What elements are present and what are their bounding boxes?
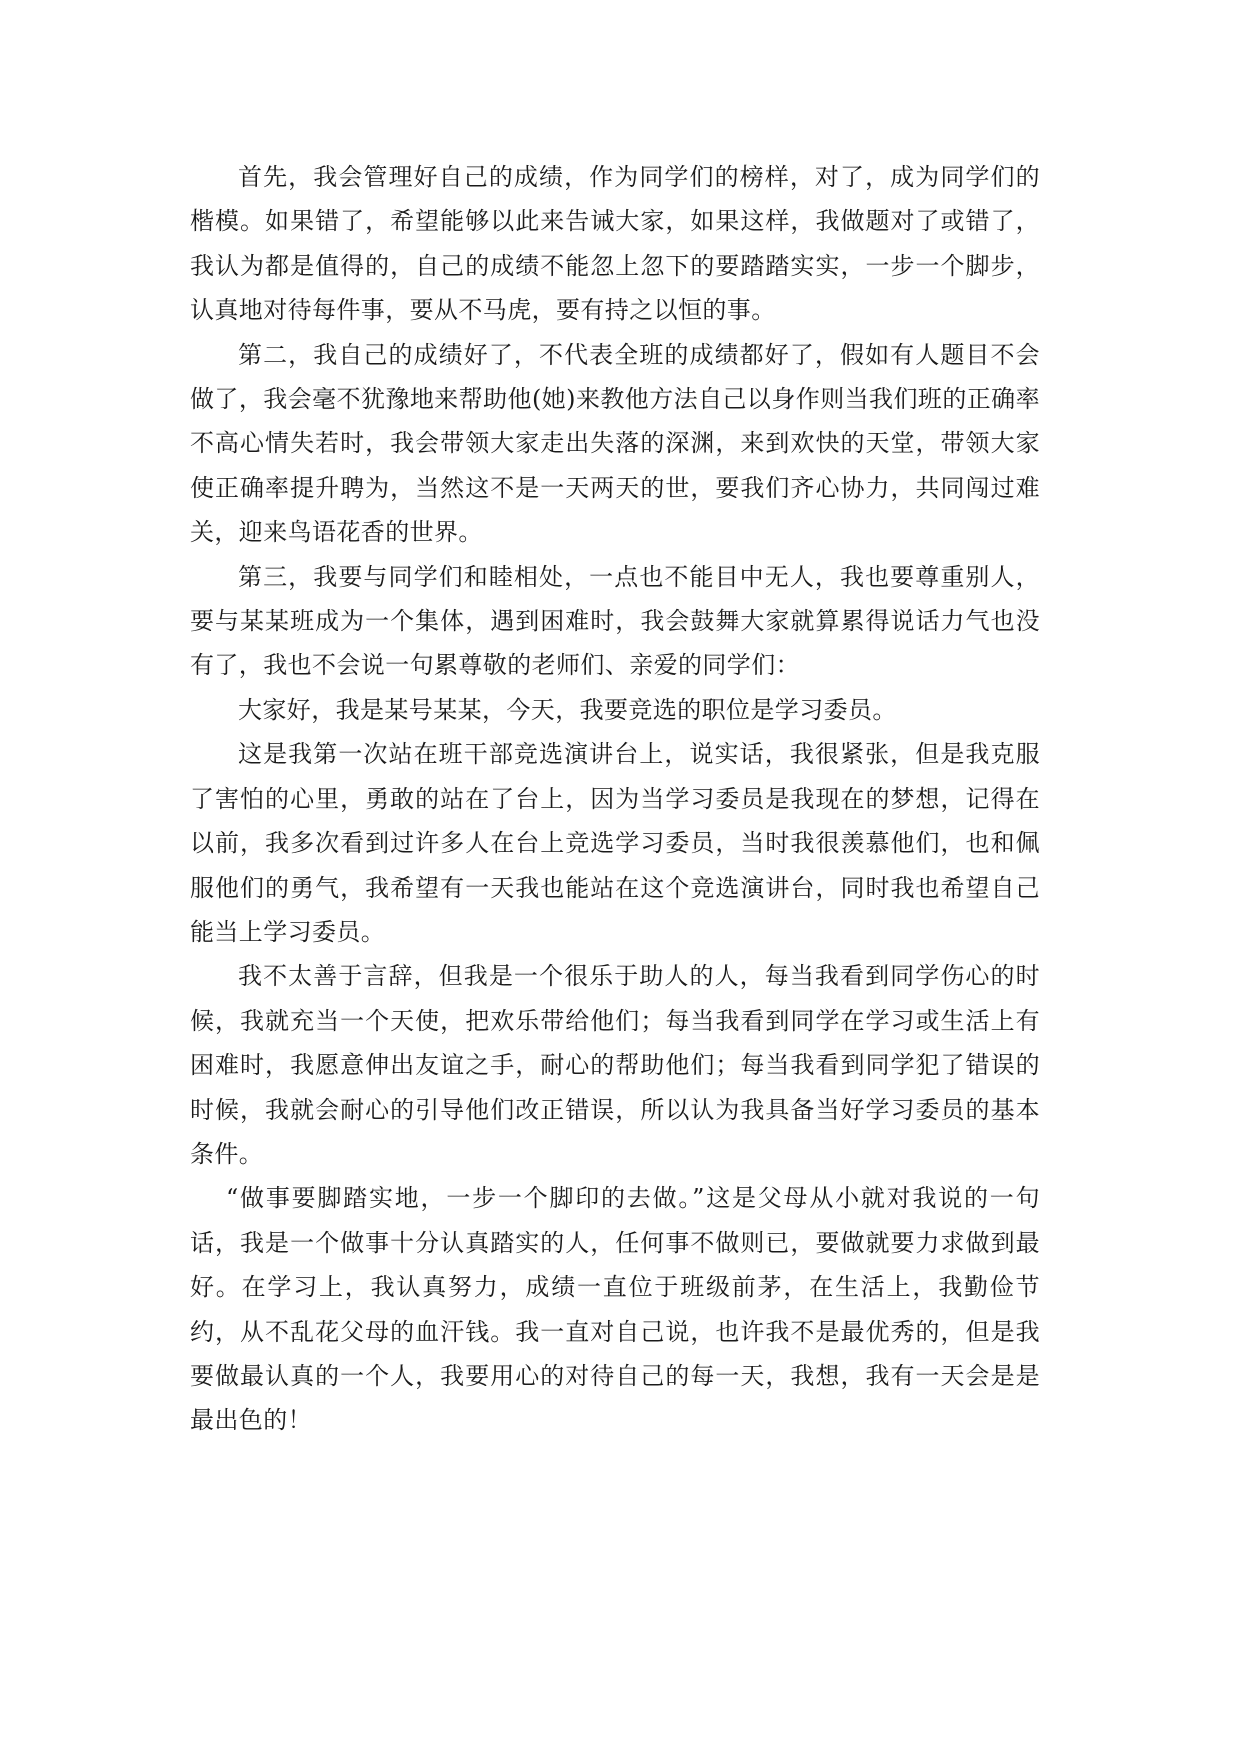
paragraph-5: 这是我第一次站在班干部竞选演讲台上，说实话，我很紧张，但是我克服了害怕的心里，勇敢的站在了台上，因为当学习委员是我现在的梦想，记得在以前，我多次看到过许多人在台上竞选学习委员，当时我很羡慕他们，也和佩服他们的勇气，我希望有一天我也能站在这个竞选演讲台，同时我也希望自己能当上学习委员。 <box>190 740 1040 946</box>
paragraph-1: 首先，我会管理好自己的成绩，作为同学们的榜样，对了，成为同学们的楷模。如果错了，希望能够以此来告诫大家，如果这样，我做题对了或错了，我认为都是值得的，自己的成绩不能忽上忽下的要踏踏实实，一步一个脚步，认真地对待每件事，要从不马虎，要有持之以恒的事。 <box>190 163 1040 325</box>
paragraph-3: 第三，我要与同学们和睦相处，一点也不能目中无人，我也要尊重别人，要与某某班成为一个集体，遇到困难时，我会鼓舞大家就算累得说话力气也没有了，我也不会说一句累尊敬的老师们、亲爱的同学们： <box>190 562 1040 680</box>
paragraph-6: 我不太善于言辞，但我是一个很乐于助人的人，每当我看到同学伤心的时候，我就充当一个天使，把欢乐带给他们；每当我看到同学在学习或生活上有困难时，我愿意伸出友谊之手，耐心的帮助他们；每当我看到同学犯了错误的时候，我就会耐心的引导他们改正错误，所以认为我具备当好学习委员的基本条件。 <box>190 962 1040 1168</box>
paragraph-4: 大家好，我是某号某某，今天，我要竞选的职位是学习委员。 <box>238 695 897 724</box>
paragraph-2: 第二，我自己的成绩好了，不代表全班的成绩都好了，假如有人题目不会做了，我会毫不犹豫地来帮助他(她)来教他方法自己以身作则当我们班的正确率不高心情失若时，我会带领大家走出失落的深渊，来到欢快的天堂，带领大家使正确率提升聘为，当然这不是一天两天的世，要我们齐心协力，共同闯过难关，迎来鸟语花香的世界。 <box>190 340 1040 547</box>
document-body <box>190 155 1040 1443</box>
paragraph-7: “做事要脚踏实地，一步一个脚印的去做。”这是父母从小就对我说的一句话，我是一个做事十分认真踏实的人，任何事不做则已，要做就要力求做到最好。在学习上，我认真努力，成绩一直位于班级前茅，在生活上，我勤俭节约，从不乱花父母的血汗钱。我一直对自己说，也许我不是最优秀的，但是我要做最认真的一个人，我要用心的对待自己的每一天，我想，我有一天会是是最出色的！ <box>190 1184 1040 1435</box>
